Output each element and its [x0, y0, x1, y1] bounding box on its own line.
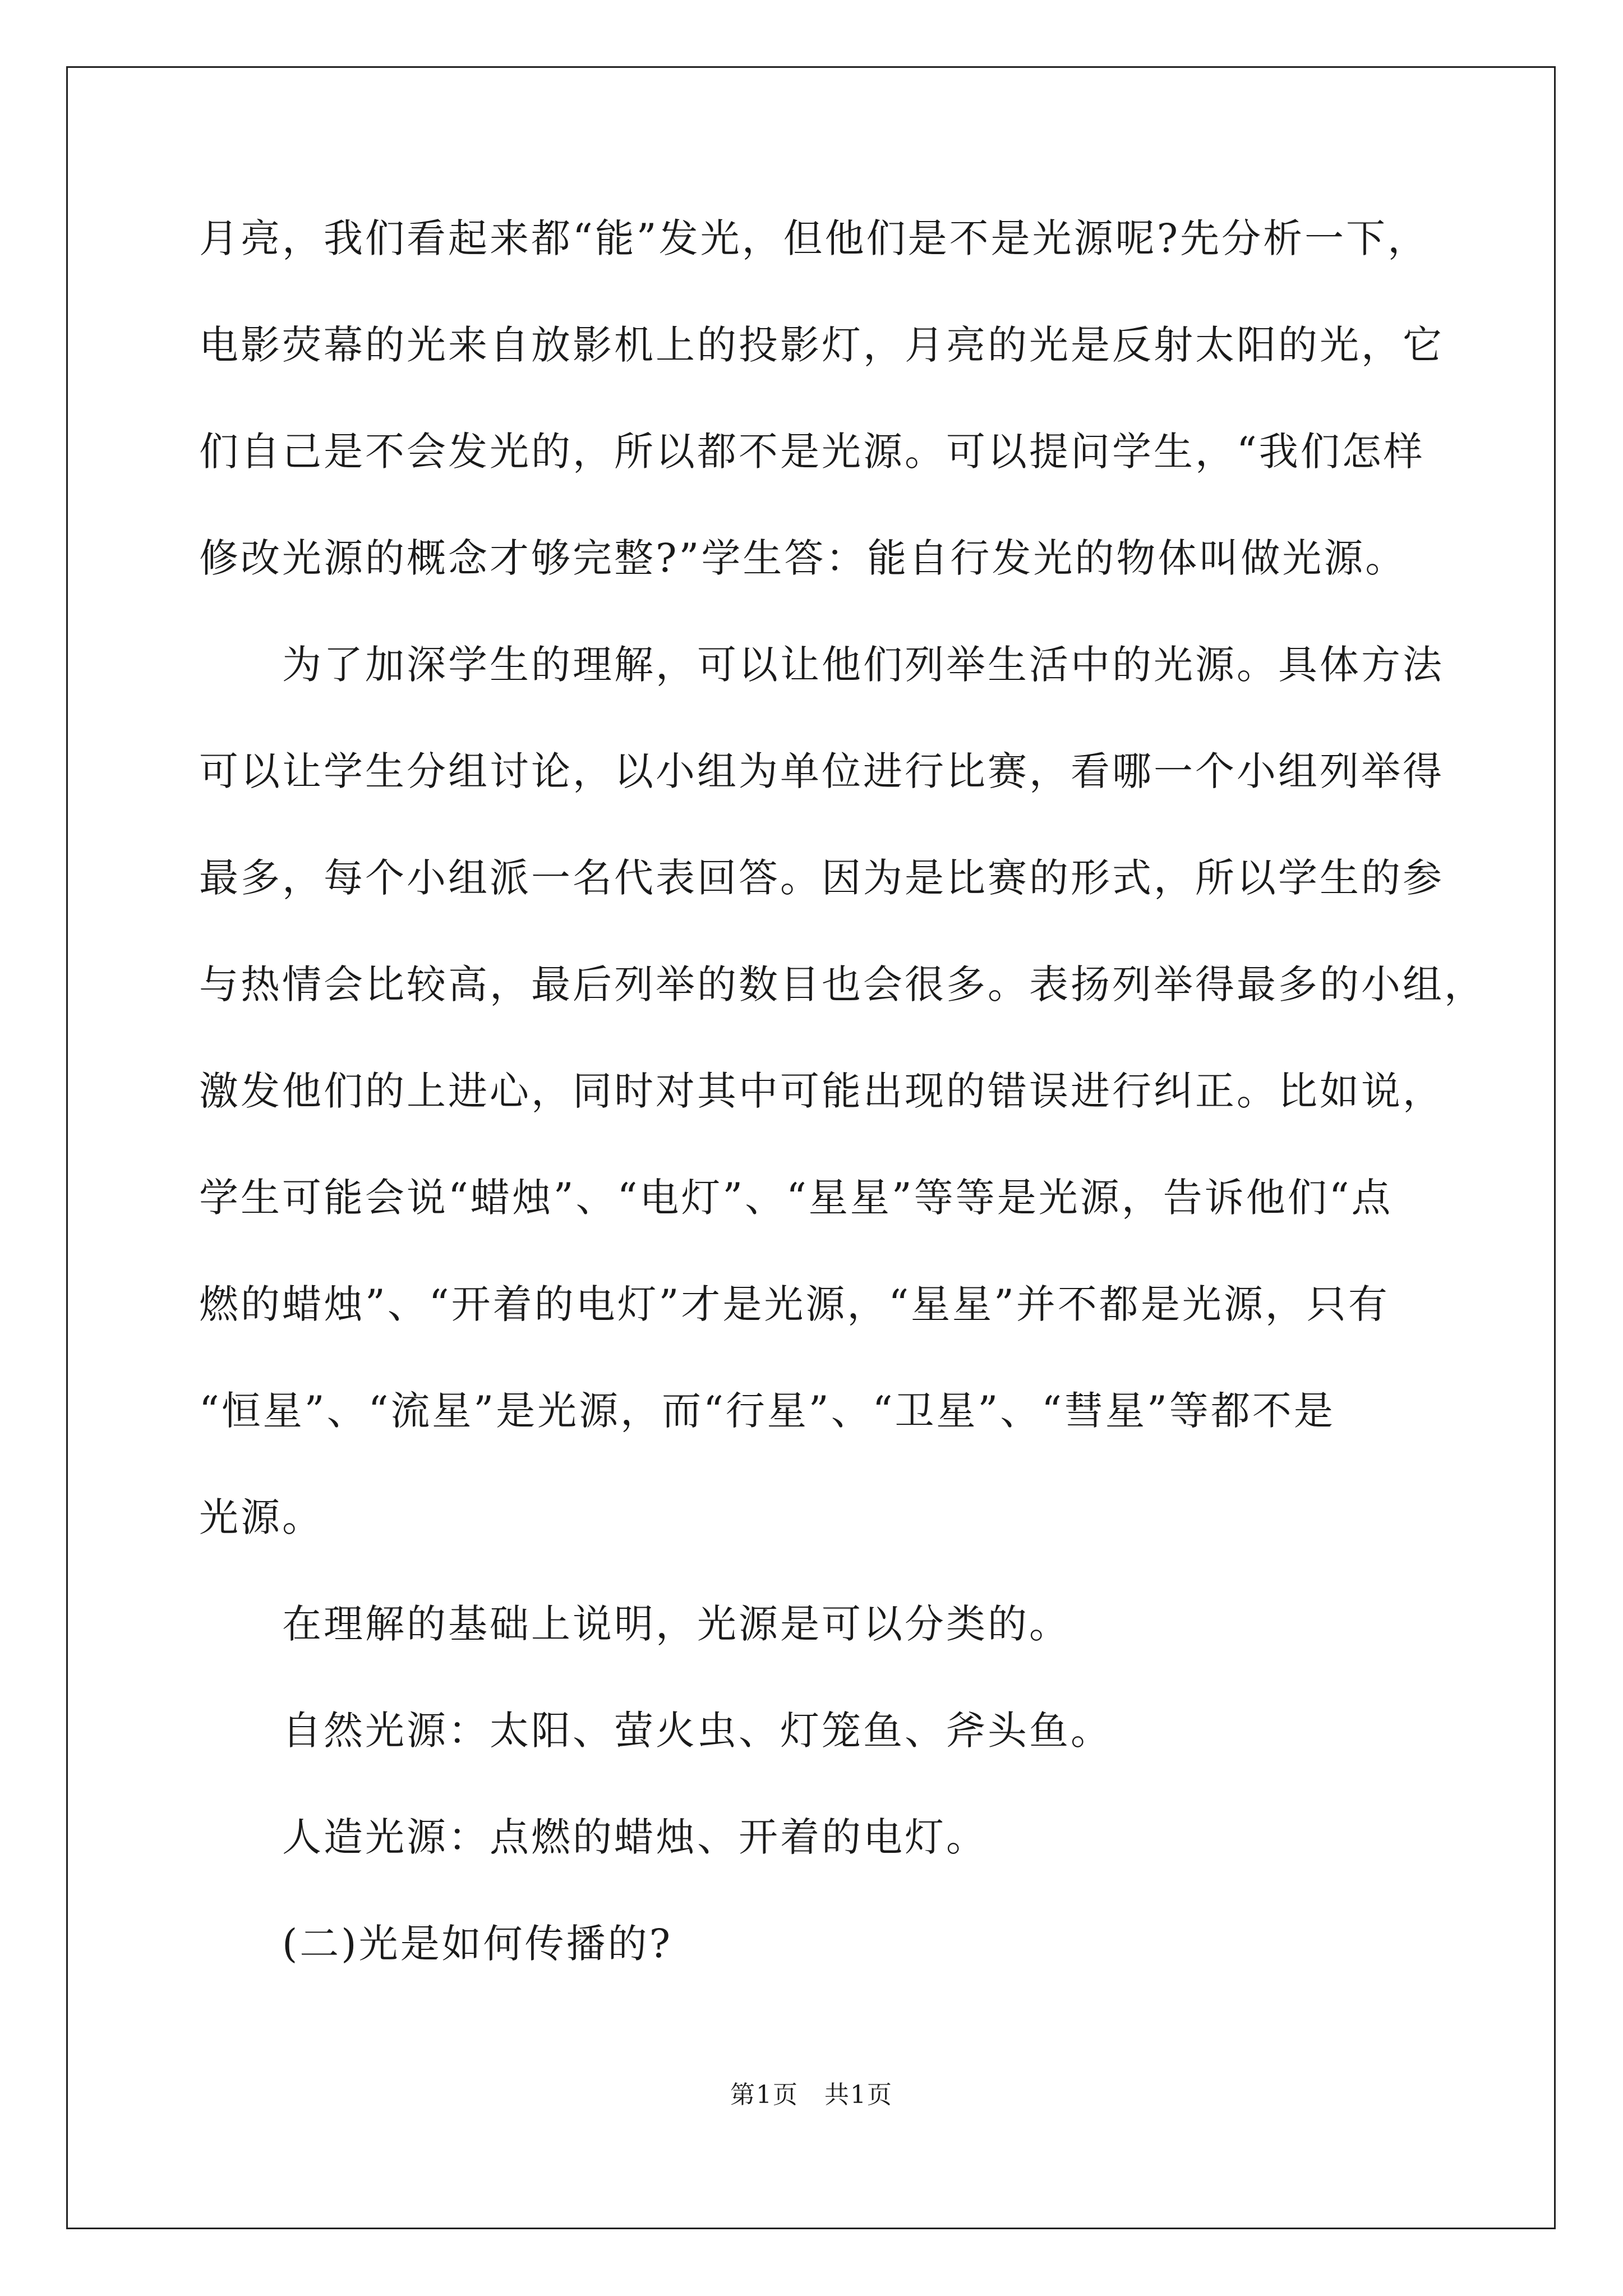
text-line-14: 在理解的基础上说明，光源是可以分类的。 — [282, 1601, 1071, 1647]
text-line-2: 电影荧幕的光来自放影机上的投影灯，月亮的光是反射太阳的光，它 — [199, 322, 1444, 368]
text-line-8: 与热情会比较高，最后列举的数目也会很多。表扬列举得最多的小组， — [199, 961, 1486, 1007]
document-body — [199, 185, 1486, 1997]
text-line-5: 为了加深学生的理解，可以让他们列举生活中的光源。具体方法 — [282, 642, 1444, 688]
section-heading: (二)光是如何传播的? — [282, 1921, 673, 1967]
text-line-16: 人造光源：点燃的蜡烛、开着的电灯。 — [282, 1814, 988, 1860]
text-line-1: 月亮，我们看起来都“能”发光，但他们是不是光源呢?先分析一下， — [199, 215, 1430, 261]
text-line-3: 们自己是不会发光的，所以都不是光源。可以提问学生，“我们怎样 — [199, 429, 1425, 475]
text-line-13: 光源。 — [199, 1494, 324, 1540]
page-footer: 第1页 共1页 — [730, 2081, 893, 2109]
text-line-11: 燃的蜡烛”、“开着的电灯”才是光源，“星星”并不都是光源，只有 — [199, 1281, 1390, 1327]
text-line-12: “恒星”、“流星”是光源，而“行星”、“卫星”、“彗星”等都不是 — [199, 1388, 1335, 1434]
text-line-4: 修改光源的概念才够完整?”学生答：能自行发光的物体叫做光源。 — [199, 535, 1407, 581]
text-line-7: 最多，每个小组派一名代表回答。因为是比赛的形式，所以学生的参 — [199, 855, 1444, 901]
text-line-15: 自然光源：太阳、萤火虫、灯笼鱼、斧头鱼。 — [282, 1708, 1112, 1754]
text-line-10: 学生可能会说“蜡烛”、“电灯”、“星星”等等是光源，告诉他们“点 — [199, 1175, 1393, 1221]
text-line-6: 可以让学生分组讨论，以小组为单位进行比赛，看哪一个小组列举得 — [199, 748, 1444, 794]
text-line-9: 激发他们的上进心，同时对其中可能出现的错误进行纠正。比如说， — [199, 1068, 1444, 1114]
